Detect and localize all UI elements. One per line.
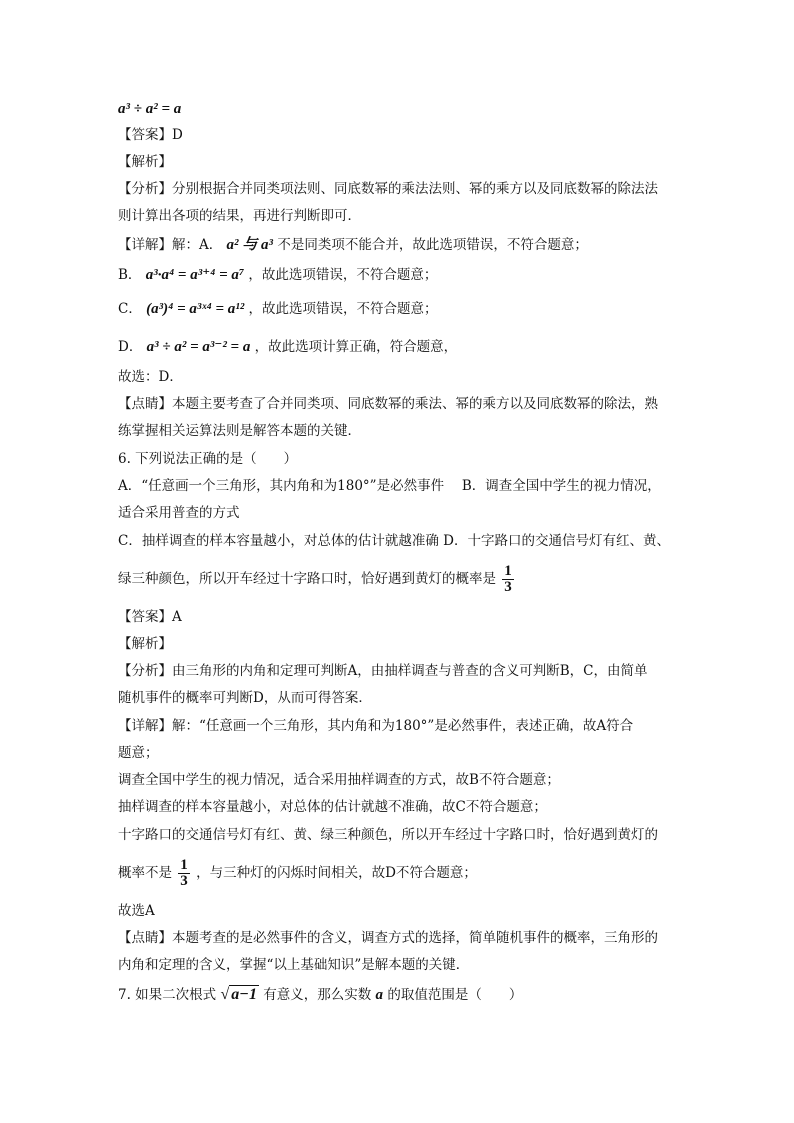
math-expression: (a³)⁴ = a³ˣ⁴ = a¹²	[146, 301, 245, 317]
detail-text-d-cont	[118, 858, 477, 889]
math-expression: a³ ÷ a² = a³⁻² = a	[146, 339, 251, 355]
analysis-header: 【解析】	[118, 636, 172, 652]
fraction-one-third	[502, 564, 514, 595]
option-label: C．	[118, 301, 142, 317]
question-6-option-cd: C．抽样调查的样本容量越小，对总体的估计就越准确 D．十字路口的交通信号灯有红、黄、	[118, 533, 670, 549]
detail-option-c	[118, 300, 438, 318]
detail-text: ，故此选项计算正确，符合题意，	[254, 339, 458, 355]
question-6-option-d-cont	[118, 564, 516, 595]
detail-text-d: 十字路口的交通信号灯有红、黄、绿三种颜色，所以开车经过十字路口时，恰好遇到黄灯的	[118, 827, 658, 843]
fraction-one-third	[178, 858, 190, 889]
answer-label: 【答案】D	[118, 127, 183, 143]
detail-text-c: 抽样调查的样本容量越小，对总体的估计就越不准确，故C不符合题意；	[118, 799, 547, 815]
math-expression: a³·a⁴ = a³⁺⁴ = a⁷	[145, 267, 245, 283]
analysis-text-cont: 随机事件的概率可判断D，从而可得答案．	[118, 690, 372, 706]
math-expression: a³ ÷ a² = a	[118, 101, 182, 117]
variable-a: a	[375, 987, 384, 1003]
comment-text: 【点睛】本题主要考查了合并同类项、同底数幂的乘法、幂的乘方以及同底数幂的除法，熟	[118, 396, 658, 412]
question-6-title: 6. 下列说法正确的是（ ）	[118, 451, 298, 467]
detail-text-cont: 题意；	[118, 745, 159, 761]
fraction-denominator: 3	[180, 873, 188, 889]
question-6-option-b-cont: 适合采用普查的方式	[118, 505, 240, 521]
question-text: 7. 如果二次根式	[118, 987, 217, 1003]
question-6-option-ab: A．“任意画一个三角形，其内角和为180°”是必然事件 B．调查全国中学生的视力情况，	[118, 478, 661, 494]
sqrt-radicand: a−1	[231, 986, 257, 1003]
option-text: 绿三种颜色，所以开车经过十字路口时，恰好遇到黄灯的概率是	[118, 571, 496, 587]
answer-label: 【答案】A	[118, 609, 182, 625]
question-text: 有意义，那么实数	[263, 987, 372, 1003]
comment-text: 【点睛】本题考查的是必然事件的含义，调查方式的选择，简单随机事件的概率，三角形的	[118, 930, 658, 946]
analysis-header: 【解析】	[118, 154, 172, 170]
analysis-text: 【分析】由三角形的内角和定理可判断A，由抽样调查与普查的含义可判断B，C，由简单	[118, 663, 648, 679]
analysis-text-cont: 则计算出各项的结果，再进行判断即可．	[118, 208, 361, 224]
detail-option-a	[118, 236, 588, 254]
comment-text-cont: 练掌握相关运算法则是解答本题的关键．	[118, 423, 361, 439]
analysis-text: 【分析】分别根据合并同类项法则、同底数幂的乘法法则、幂的乘方以及同底数幂的除法法	[118, 181, 658, 197]
comment-text-cont: 内角和定理的含义，掌握“以上基础知识”是解本题的关键．	[118, 957, 470, 973]
math-line-division	[118, 100, 181, 118]
option-label: D．	[118, 339, 143, 355]
detail-text: 【详解】解：“任意画一个三角形，其内角和为180°”是必然事件，表述正确，故A符合	[118, 718, 634, 734]
sqrt-expression: √ a−1	[220, 986, 257, 1003]
choice-line: 故选：D．	[118, 369, 183, 385]
choice-line: 故选A	[118, 903, 155, 919]
detail-text: ，故此选项错误，不符合题意；	[248, 267, 438, 283]
detail-text: ，与三种灯的闪烁时间相关，故D不符合题意；	[196, 865, 477, 881]
detail-text: ，故此选项错误，不符合题意；	[248, 301, 438, 317]
fraction-numerator: 1	[180, 857, 188, 873]
detail-text: 不是同类项不能合并，故此选项错误，不符合题意；	[277, 237, 588, 253]
option-label: B．	[118, 267, 142, 283]
detail-prefix: 概率不是	[118, 865, 172, 881]
math-expression: a² 与 a³	[226, 237, 274, 253]
detail-prefix: 【详解】解：A．	[118, 237, 223, 253]
fraction-denominator: 3	[504, 579, 512, 595]
fraction-numerator: 1	[504, 563, 512, 579]
detail-text-b: 调查全国中学生的视力情况，适合采用抽样调查的方式，故B不符合题意；	[118, 772, 560, 788]
question-7-title	[118, 986, 522, 1004]
question-text: 的取值范围是（ ）	[387, 987, 523, 1003]
detail-option-d	[118, 338, 457, 356]
detail-option-b	[118, 266, 437, 284]
